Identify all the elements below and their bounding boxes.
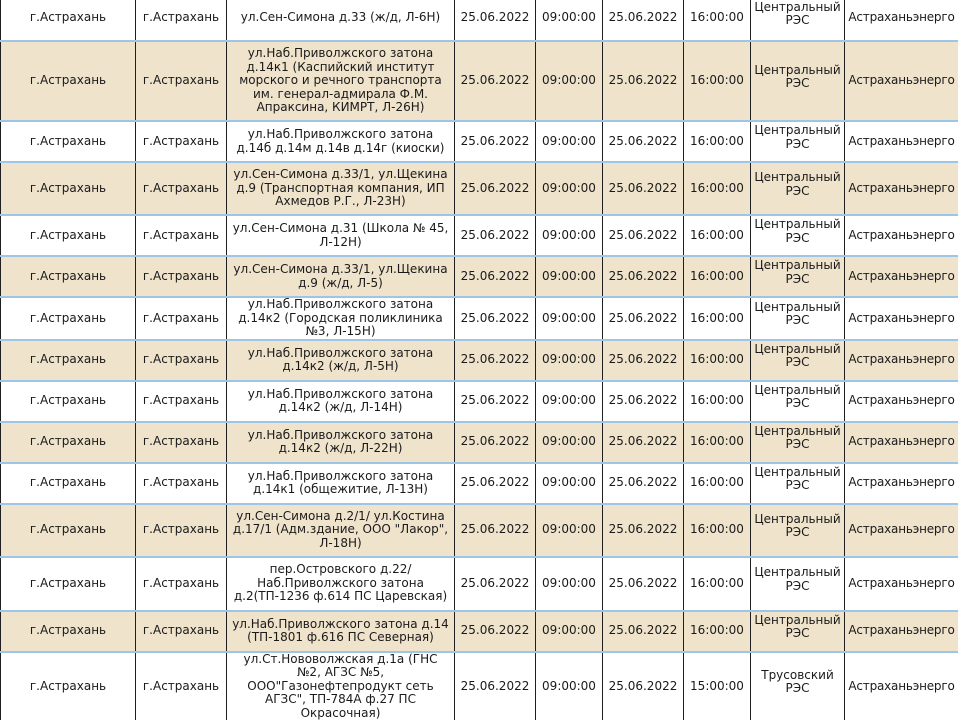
cell-city: г.Астрахань (1, 297, 136, 340)
table-row (1, 256, 958, 297)
cell-address: ул.Наб.Приволжского затона д.14к2 (ж/д, Л-22Н) (227, 422, 455, 463)
cell-res (751, 652, 845, 720)
cell-settlement: г.Астрахань (136, 121, 227, 162)
cell-res-text: Центральный РЭС (754, 301, 841, 328)
cell-start-time: 09:00:00 (536, 557, 603, 611)
cell-end-date: 25.06.2022 (603, 121, 684, 162)
cell-start-time: 09:00:00 (536, 121, 603, 162)
cell-start-date: 25.06.2022 (455, 340, 536, 381)
cell-res (751, 463, 845, 504)
cell-res (751, 0, 845, 41)
table-row (1, 297, 958, 340)
table-row (1, 381, 958, 422)
cell-organization: Астраханьэнерго (845, 256, 958, 297)
cell-organization: Астраханьэнерго (845, 162, 958, 215)
cell-end-date: 25.06.2022 (603, 340, 684, 381)
cell-end-time: 16:00:00 (684, 340, 751, 381)
cell-end-date: 25.06.2022 (603, 162, 684, 215)
cell-start-date: 25.06.2022 (455, 504, 536, 557)
cell-res-text: Трусовский РЭС (754, 669, 841, 696)
cell-organization: Астраханьэнерго (845, 652, 958, 720)
cell-res (751, 297, 845, 340)
cell-start-date: 25.06.2022 (455, 41, 536, 121)
cell-res-text: Центральный РЭС (754, 1, 841, 28)
cell-city: г.Астрахань (1, 504, 136, 557)
cell-end-date: 25.06.2022 (603, 215, 684, 256)
cell-start-date: 25.06.2022 (455, 557, 536, 611)
cell-res-text: Центральный РЭС (754, 614, 841, 641)
cell-end-date: 25.06.2022 (603, 422, 684, 463)
cell-res-text: Центральный РЭС (754, 259, 841, 286)
cell-start-time: 09:00:00 (536, 256, 603, 297)
cell-end-time: 16:00:00 (684, 381, 751, 422)
table-body (1, 0, 958, 720)
table-row (1, 652, 958, 720)
cell-end-time: 16:00:00 (684, 0, 751, 41)
cell-settlement: г.Астрахань (136, 652, 227, 720)
cell-res (751, 256, 845, 297)
cell-settlement: г.Астрахань (136, 256, 227, 297)
cell-settlement: г.Астрахань (136, 162, 227, 215)
cell-end-date: 25.06.2022 (603, 652, 684, 720)
cell-end-date: 25.06.2022 (603, 297, 684, 340)
cell-city: г.Астрахань (1, 463, 136, 504)
cell-city: г.Астрахань (1, 340, 136, 381)
cell-res-text: Центральный РЭС (754, 425, 841, 452)
cell-start-time: 09:00:00 (536, 504, 603, 557)
cell-res (751, 381, 845, 422)
cell-end-time: 16:00:00 (684, 162, 751, 215)
cell-organization: Астраханьэнерго (845, 297, 958, 340)
cell-end-time: 16:00:00 (684, 297, 751, 340)
cell-settlement: г.Астрахань (136, 611, 227, 652)
cell-start-time: 09:00:00 (536, 381, 603, 422)
cell-settlement: г.Астрахань (136, 0, 227, 41)
cell-address: ул.Наб.Приволжского затона д.14к2 (ж/д, Л-5Н) (227, 340, 455, 381)
cell-city: г.Астрахань (1, 557, 136, 611)
cell-settlement: г.Астрахань (136, 381, 227, 422)
cell-end-date: 25.06.2022 (603, 463, 684, 504)
cell-end-date: 25.06.2022 (603, 504, 684, 557)
cell-start-date: 25.06.2022 (455, 652, 536, 720)
cell-start-date: 25.06.2022 (455, 297, 536, 340)
cell-res-text: Центральный РЭС (754, 171, 841, 198)
cell-settlement: г.Астрахань (136, 340, 227, 381)
table-row (1, 340, 958, 381)
cell-start-time: 09:00:00 (536, 422, 603, 463)
cell-organization: Астраханьэнерго (845, 41, 958, 121)
table-row (1, 121, 958, 162)
cell-settlement: г.Астрахань (136, 504, 227, 557)
cell-city: г.Астрахань (1, 121, 136, 162)
cell-start-date: 25.06.2022 (455, 381, 536, 422)
cell-res-text: Центральный РЭС (754, 513, 841, 540)
cell-city: г.Астрахань (1, 422, 136, 463)
table-row (1, 162, 958, 215)
cell-end-time: 16:00:00 (684, 256, 751, 297)
cell-settlement: г.Астрахань (136, 41, 227, 121)
cell-end-time: 16:00:00 (684, 422, 751, 463)
cell-settlement: г.Астрахань (136, 557, 227, 611)
cell-city: г.Астрахань (1, 256, 136, 297)
cell-city: г.Астрахань (1, 611, 136, 652)
cell-settlement: г.Астрахань (136, 422, 227, 463)
cell-end-time: 16:00:00 (684, 215, 751, 256)
cell-start-date: 25.06.2022 (455, 215, 536, 256)
cell-address: ул.Наб.Приволжского затона д.14б д.14м д.14в д.14г (киоски) (227, 121, 455, 162)
cell-address: ул.Наб.Приволжского затона д.14к2 (ж/д, Л-14Н) (227, 381, 455, 422)
cell-organization: Астраханьэнерго (845, 611, 958, 652)
cell-start-time: 09:00:00 (536, 162, 603, 215)
cell-organization: Астраханьэнерго (845, 215, 958, 256)
cell-address: ул.Наб.Приволжского затона д.14к1 (общежитие, Л-13Н) (227, 463, 455, 504)
cell-start-date: 25.06.2022 (455, 0, 536, 41)
cell-end-time: 16:00:00 (684, 41, 751, 121)
cell-end-time: 16:00:00 (684, 121, 751, 162)
cell-res (751, 504, 845, 557)
cell-res (751, 422, 845, 463)
cell-res-text: Центральный РЭС (754, 566, 841, 593)
cell-res-text: Центральный РЭС (754, 343, 841, 370)
cell-start-time: 09:00:00 (536, 652, 603, 720)
cell-address: ул.Сен-Симона д.33/1, ул.Щекина д.9 (ж/д, Л-5) (227, 256, 455, 297)
cell-address: ул.Ст.Нововолжская д.1а (ГНС №2, АГЗС №5, ООО"Газонефтепродукт сеть АГЗС", ТП-784А ф.27 ПС Окрасочная) (227, 652, 455, 720)
cell-end-time: 16:00:00 (684, 611, 751, 652)
cell-start-date: 25.06.2022 (455, 256, 536, 297)
cell-organization: Астраханьэнерго (845, 504, 958, 557)
cell-address: ул.Сен-Симона д.33/1, ул.Щекина д.9 (Транспортная компания, ИП Ахмедов Р.Г., Л-23Н) (227, 162, 455, 215)
cell-res-text: Центральный РЭС (754, 218, 841, 245)
cell-end-date: 25.06.2022 (603, 611, 684, 652)
cell-res-text: Центральный РЭС (754, 466, 841, 493)
cell-address: ул.Сен-Симона д.2/1/ ул.Костина д.17/1 (Адм.здание, ООО "Лакор", Л-18Н) (227, 504, 455, 557)
cell-end-date: 25.06.2022 (603, 381, 684, 422)
cell-organization: Астраханьэнерго (845, 340, 958, 381)
table-row (1, 215, 958, 256)
cell-start-date: 25.06.2022 (455, 121, 536, 162)
cell-start-time: 09:00:00 (536, 297, 603, 340)
cell-end-time: 16:00:00 (684, 504, 751, 557)
table-row (1, 422, 958, 463)
cell-settlement: г.Астрахань (136, 297, 227, 340)
cell-start-date: 25.06.2022 (455, 162, 536, 215)
cell-end-date: 25.06.2022 (603, 256, 684, 297)
cell-city: г.Астрахань (1, 162, 136, 215)
cell-start-time: 09:00:00 (536, 611, 603, 652)
table-row (1, 463, 958, 504)
cell-res (751, 215, 845, 256)
cell-res (751, 611, 845, 652)
cell-organization: Астраханьэнерго (845, 463, 958, 504)
cell-start-time: 09:00:00 (536, 340, 603, 381)
table-row (1, 0, 958, 41)
cell-end-date: 25.06.2022 (603, 0, 684, 41)
cell-res (751, 557, 845, 611)
cell-end-date: 25.06.2022 (603, 557, 684, 611)
cell-end-time: 15:00:00 (684, 652, 751, 720)
cell-city: г.Астрахань (1, 381, 136, 422)
table-row (1, 611, 958, 652)
cell-end-time: 16:00:00 (684, 463, 751, 504)
cell-start-date: 25.06.2022 (455, 611, 536, 652)
cell-start-time: 09:00:00 (536, 41, 603, 121)
cell-res (751, 41, 845, 121)
cell-organization: Астраханьэнерго (845, 557, 958, 611)
cell-res-text: Центральный РЭС (754, 64, 841, 91)
cell-start-time: 09:00:00 (536, 215, 603, 256)
cell-city: г.Астрахань (1, 41, 136, 121)
cell-address: ул.Сен-Симона д.31 (Школа № 45, Л-12Н) (227, 215, 455, 256)
cell-organization: Астраханьэнерго (845, 422, 958, 463)
cell-start-date: 25.06.2022 (455, 463, 536, 504)
cell-start-time: 09:00:00 (536, 463, 603, 504)
cell-organization: Астраханьэнерго (845, 0, 958, 41)
cell-res (751, 162, 845, 215)
cell-settlement: г.Астрахань (136, 215, 227, 256)
cell-organization: Астраханьэнерго (845, 121, 958, 162)
cell-organization: Астраханьэнерго (845, 381, 958, 422)
cell-address: ул.Наб.Приволжского затона д.14 (ТП-1801 ф.616 ПС Северная) (227, 611, 455, 652)
cell-start-date: 25.06.2022 (455, 422, 536, 463)
cell-city: г.Астрахань (1, 0, 136, 41)
cell-address: ул.Наб.Приволжского затона д.14к1 (Каспийский институт морского и речного транспорта им. генерал-адмирала Ф.М. Апраксина, КИМРТ, Л-26Н) (227, 41, 455, 121)
cell-res-text: Центральный РЭС (754, 384, 841, 411)
cell-city: г.Астрахань (1, 652, 136, 720)
cell-res (751, 340, 845, 381)
cell-res (751, 121, 845, 162)
cell-address: ул.Сен-Симона д.33 (ж/д, Л-6Н) (227, 0, 455, 41)
table-row (1, 504, 958, 557)
cell-end-time: 16:00:00 (684, 557, 751, 611)
table-row (1, 557, 958, 611)
cell-settlement: г.Астрахань (136, 463, 227, 504)
cell-address: ул.Наб.Приволжского затона д.14к2 (Городская поликлиника №3, Л-15Н) (227, 297, 455, 340)
table-row (1, 41, 958, 121)
cell-end-date: 25.06.2022 (603, 41, 684, 121)
cell-address: пер.Островского д.22/ Наб.Приволжского затона д.2(ТП-1236 ф.614 ПС Царевская) (227, 557, 455, 611)
cell-res-text: Центральный РЭС (754, 124, 841, 151)
cell-city: г.Астрахань (1, 215, 136, 256)
cell-start-time: 09:00:00 (536, 0, 603, 41)
